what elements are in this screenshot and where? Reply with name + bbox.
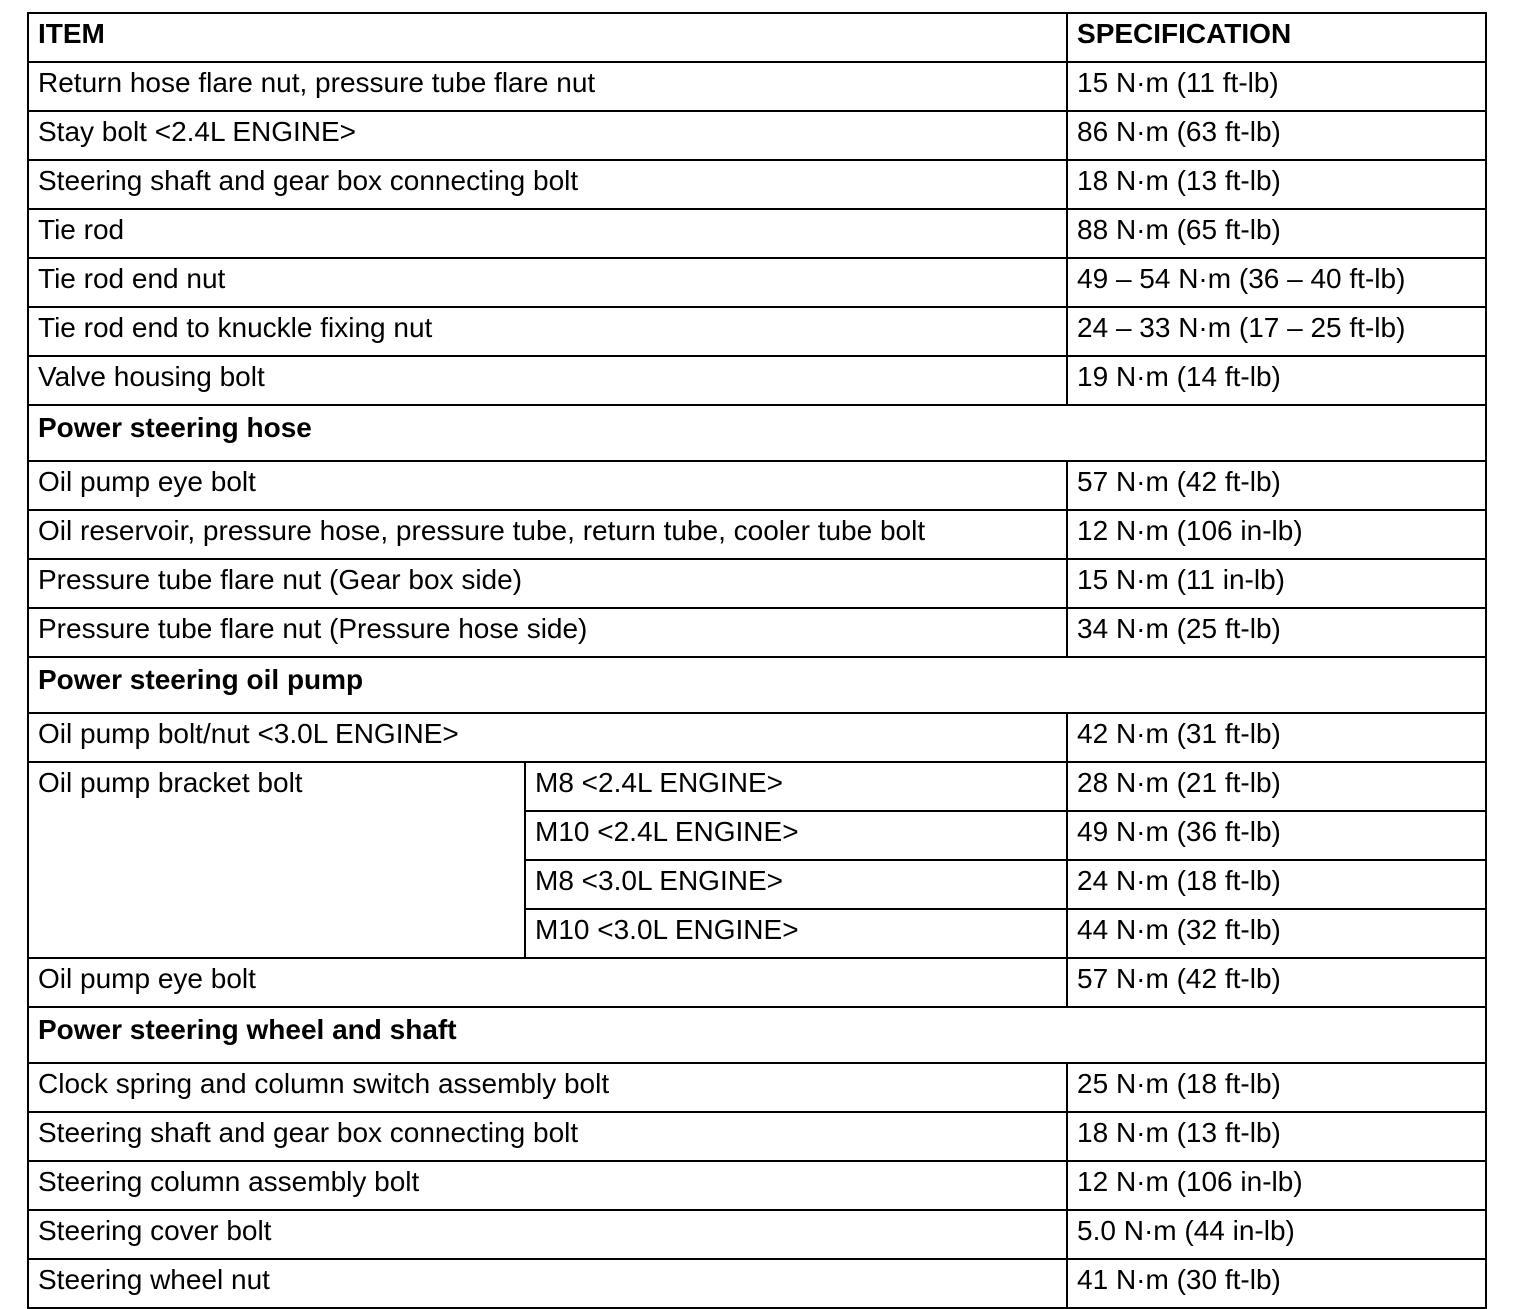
item-cell: Steering column assembly bolt: [28, 1161, 1067, 1210]
spec-cell: 15 N·m (11 ft-lb): [1067, 62, 1486, 111]
spec-cell: 34 N·m (25 ft-lb): [1067, 608, 1486, 657]
table-row: [28, 1112, 1486, 1161]
table-row: [28, 356, 1486, 405]
spec-cell: 57 N·m (42 ft-lb): [1067, 958, 1486, 1007]
table-row: [28, 209, 1486, 258]
section-title-power-steering-oil-pump: Power steering oil pump: [28, 657, 1486, 713]
table-row: [28, 258, 1486, 307]
item-cell: Tie rod: [28, 209, 1067, 258]
table-row: [28, 958, 1486, 1007]
spec-cell: 12 N·m (106 in-lb): [1067, 1161, 1486, 1210]
item-cell: Valve housing bolt: [28, 356, 1067, 405]
table-row: [28, 111, 1486, 160]
section-title-power-steering-hose: Power steering hose: [28, 405, 1486, 461]
spec-cell: 24 N·m (18 ft-lb): [1067, 860, 1486, 909]
item-cell: Steering cover bolt: [28, 1210, 1067, 1259]
item-cell: Oil reservoir, pressure hose, pressure tube, return tube, cooler tube bolt: [28, 510, 1067, 559]
spec-cell: 18 N·m (13 ft-lb): [1067, 160, 1486, 209]
sub-item-cell: M8 <3.0L ENGINE>: [525, 860, 1067, 909]
item-cell: Oil pump eye bolt: [28, 461, 1067, 510]
table-row: [28, 160, 1486, 209]
spec-cell: 86 N·m (63 ft-lb): [1067, 111, 1486, 160]
header-item: ITEM: [28, 13, 1067, 62]
table-row: [28, 1259, 1486, 1308]
item-cell: Return hose flare nut, pressure tube flare nut: [28, 62, 1067, 111]
table-row: [28, 1210, 1486, 1259]
item-cell: Oil pump eye bolt: [28, 958, 1067, 1007]
spec-cell: 88 N·m (65 ft-lb): [1067, 209, 1486, 258]
item-cell: Clock spring and column switch assembly bolt: [28, 1063, 1067, 1112]
header-row: [28, 13, 1486, 62]
item-cell: Pressure tube flare nut (Pressure hose side): [28, 608, 1067, 657]
spec-cell: 57 N·m (42 ft-lb): [1067, 461, 1486, 510]
table-row: [28, 1063, 1486, 1112]
item-cell: Pressure tube flare nut (Gear box side): [28, 559, 1067, 608]
spec-cell: 41 N·m (30 ft-lb): [1067, 1259, 1486, 1308]
item-cell: Tie rod end to knuckle fixing nut: [28, 307, 1067, 356]
spec-cell: 28 N·m (21 ft-lb): [1067, 762, 1486, 811]
spec-cell: 15 N·m (11 in-lb): [1067, 559, 1486, 608]
spec-cell: 42 N·m (31 ft-lb): [1067, 713, 1486, 762]
table-row: [28, 713, 1486, 762]
section-header-row: [28, 657, 1486, 713]
spec-cell: 49 N·m (36 ft-lb): [1067, 811, 1486, 860]
sub-item-cell: M10 <2.4L ENGINE>: [525, 811, 1067, 860]
section-header-row: [28, 405, 1486, 461]
item-cell: Steering shaft and gear box connecting bolt: [28, 1112, 1067, 1161]
torque-spec-table: [27, 12, 1487, 1309]
header-specification: SPECIFICATION: [1067, 13, 1486, 62]
spec-cell: 18 N·m (13 ft-lb): [1067, 1112, 1486, 1161]
table-row: [28, 608, 1486, 657]
sub-item-cell: M8 <2.4L ENGINE>: [525, 762, 1067, 811]
section-header-row: [28, 1007, 1486, 1063]
sub-item-cell: M10 <3.0L ENGINE>: [525, 909, 1067, 958]
item-cell: Oil pump bolt/nut <3.0L ENGINE>: [28, 713, 1067, 762]
table-row: [28, 762, 1486, 811]
item-cell-bracket-bolt: Oil pump bracket bolt: [28, 762, 525, 958]
spec-cell: 5.0 N·m (44 in-lb): [1067, 1210, 1486, 1259]
table-row: [28, 510, 1486, 559]
table-row: [28, 559, 1486, 608]
spec-cell: 19 N·m (14 ft-lb): [1067, 356, 1486, 405]
spec-cell: 24 – 33 N·m (17 – 25 ft-lb): [1067, 307, 1486, 356]
item-cell: Tie rod end nut: [28, 258, 1067, 307]
spec-cell: 25 N·m (18 ft-lb): [1067, 1063, 1486, 1112]
spec-cell: 44 N·m (32 ft-lb): [1067, 909, 1486, 958]
table-row: [28, 461, 1486, 510]
item-cell: Steering wheel nut: [28, 1259, 1067, 1308]
spec-cell: 49 – 54 N·m (36 – 40 ft-lb): [1067, 258, 1486, 307]
item-cell: Stay bolt <2.4L ENGINE>: [28, 111, 1067, 160]
spec-cell: 12 N·m (106 in-lb): [1067, 510, 1486, 559]
item-cell: Steering shaft and gear box connecting bolt: [28, 160, 1067, 209]
table-row: [28, 62, 1486, 111]
section-title-power-steering-wheel-and-shaft: Power steering wheel and shaft: [28, 1007, 1486, 1063]
table-row: [28, 307, 1486, 356]
table-row: [28, 1161, 1486, 1210]
